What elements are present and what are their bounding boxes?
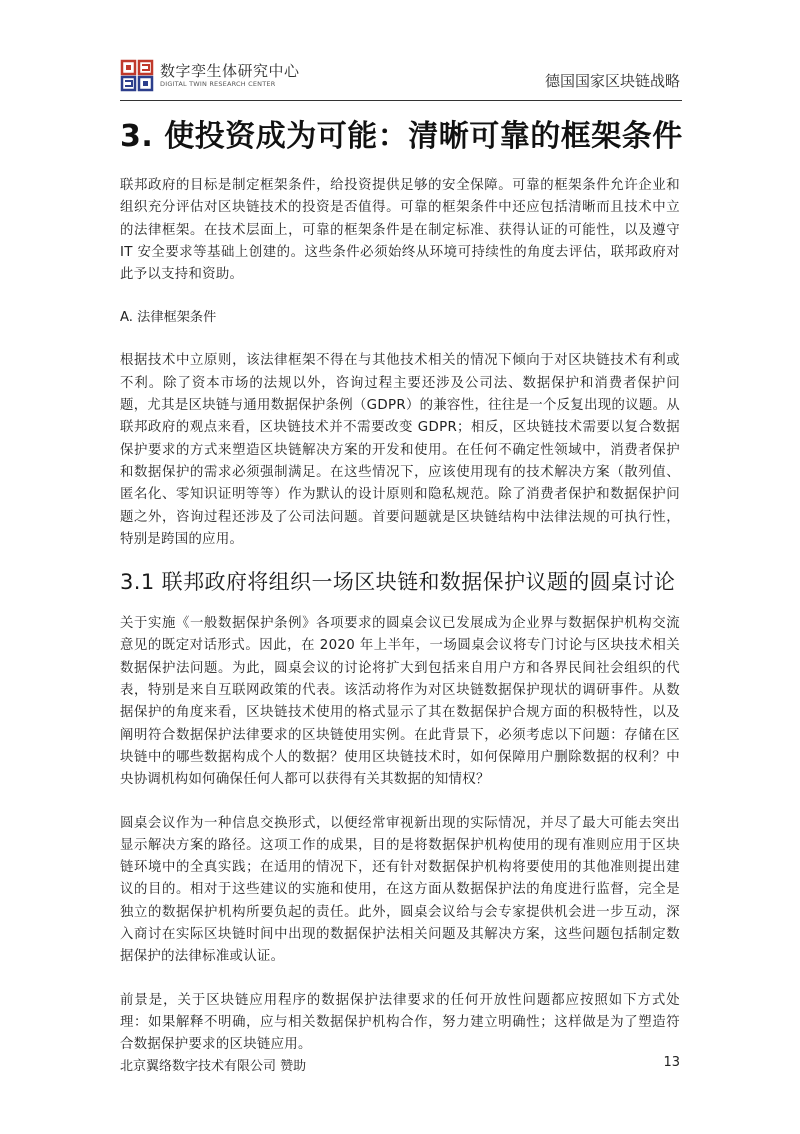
page-body bbox=[120, 175, 680, 1057]
roundtable-paragraph: 关于实施《一般数据保护条例》各项要求的圆桌会议已发展成为企业界与数据保护机构交流意见的既定对话形式。因此，在 2020 年上半年，一场圆桌会议将专门讨论与区块技术相关数据保护法问题。为此，圆桌会议的讨论将扩大到包括来自用户方和各界民间社会组织的代表，特别是来自互联网政策的代表。该活动将作为对区块链数据保护现状的调研事件。从数据保护的角度来看，区块链技术使用的格式显示了其在数据保护合规方面的积极特性，以及阐明符合数据保护法律要求的区块链使用实例。在此背景下，必须考虑以下问题：存储在区块链中的哪些数据构成个人的数据？使用区块链技术时，如何保障用户删除数据的权利？中央协调机构如何确保任何人都可以获得有关其数据的知情权？ bbox=[120, 616, 680, 788]
outlook-paragraph: 前景是，关于区块链应用程序的数据保护法律要求的任何开放性问题都应按照如下方式处理：如果解释不明确，应与相关数据保护机构合作，努力建立明确性；这样做是为了塑造符合数据保护要求的区块链应用。 bbox=[120, 992, 680, 1053]
logo bbox=[120, 58, 300, 92]
subsection-heading-a: A. 法律框架条件 bbox=[120, 310, 217, 326]
intro-paragraph: 联邦政府的目标是制定框架条件，给投资提供足够的安全保障。可靠的框架条件允许企业和组织充分评估对区块链技术的投资是否值得。可靠的框架条件中还应包括清晰而且技术中立的法律框架。在技术层面上，可靠的框架条件是在制定标准、获得认证的可能性，以及遵守 IT 安全要求等基础上创建的。这些条件必须始终从环境可持续性的角度去评估，联邦政府对此予以支持和资助。 bbox=[120, 178, 680, 283]
legal-framework-paragraph: 根据技术中立原则，该法律框架不得在与其他技术相关的情况下倾向于对区块链技术有利或不利。除了资本市场的法规以外，咨询过程主要还涉及公司法、数据保护和消费者保护问题，尤其是区块链与通用数据保护条例（GDPR）的兼容性，往往是一个反复出现的议题。从联邦政府的观点来看，区块链技术并不需要改变 GDPR；相反，区块链技术需要以复合数据保护要求的方式来塑造区块链解决方案的开发和使用。在任何不确定性领域中，消费者保护和数据保护的需求必须强制满足。在这些情况下，应该使用现有的技术解决方案（散列值、匿名化、零知识证明等等）作为默认的设计原则和隐私规范。除了消费者保护和数据保护问题之外，咨询过程还涉及了公司法问题。首要问题就是区块链结构中法律法规的可执行性，特别是跨国的应用。 bbox=[120, 353, 680, 547]
logo-name-cn: 数字孪生体研究中心 bbox=[160, 61, 300, 80]
sponsor-note: 北京翼络数字技术有限公司 赞助 bbox=[120, 1059, 307, 1074]
document-title: 德国国家区块链战略 bbox=[544, 72, 680, 90]
page-number: 13 bbox=[663, 1055, 680, 1070]
header-divider bbox=[120, 100, 682, 101]
logo-name-en: DIGITAL TWIN RESEARCH CENTER bbox=[160, 79, 276, 88]
information-exchange-paragraph: 圆桌会议作为一种信息交换形式，以便经常审视新出现的实际情况，并尽了最大可能去突出显示解决方案的路径。这项工作的成果，目的是将数据保护机构使用的现有准则应用于区块链环境中的全真实践；在适用的情况下，还有针对数据保护机构将要使用的其他准则提出建议的目的。相对于这些建议的实施和使用，在这方面从数据保护法的角度进行监督，完全是独立的数据保护机构所要负起的责任。此外，圆桌会议给与会专家提供机会进一步互动，深入商讨在实际区块链时间中出现的数据保护法相关问题及其解决方案，这些问题包括制定数据保护的法律标准或认证。 bbox=[120, 815, 680, 965]
section-heading-3-1: 3.1 联邦政府将组织一场区块链和数据保护议题的圆桌讨论 bbox=[120, 570, 676, 595]
page-header bbox=[120, 58, 680, 102]
chapter-title: 3. 使投资成为可能：清晰可靠的框架条件 bbox=[120, 119, 683, 154]
dtrc-logo-icon bbox=[120, 58, 154, 92]
